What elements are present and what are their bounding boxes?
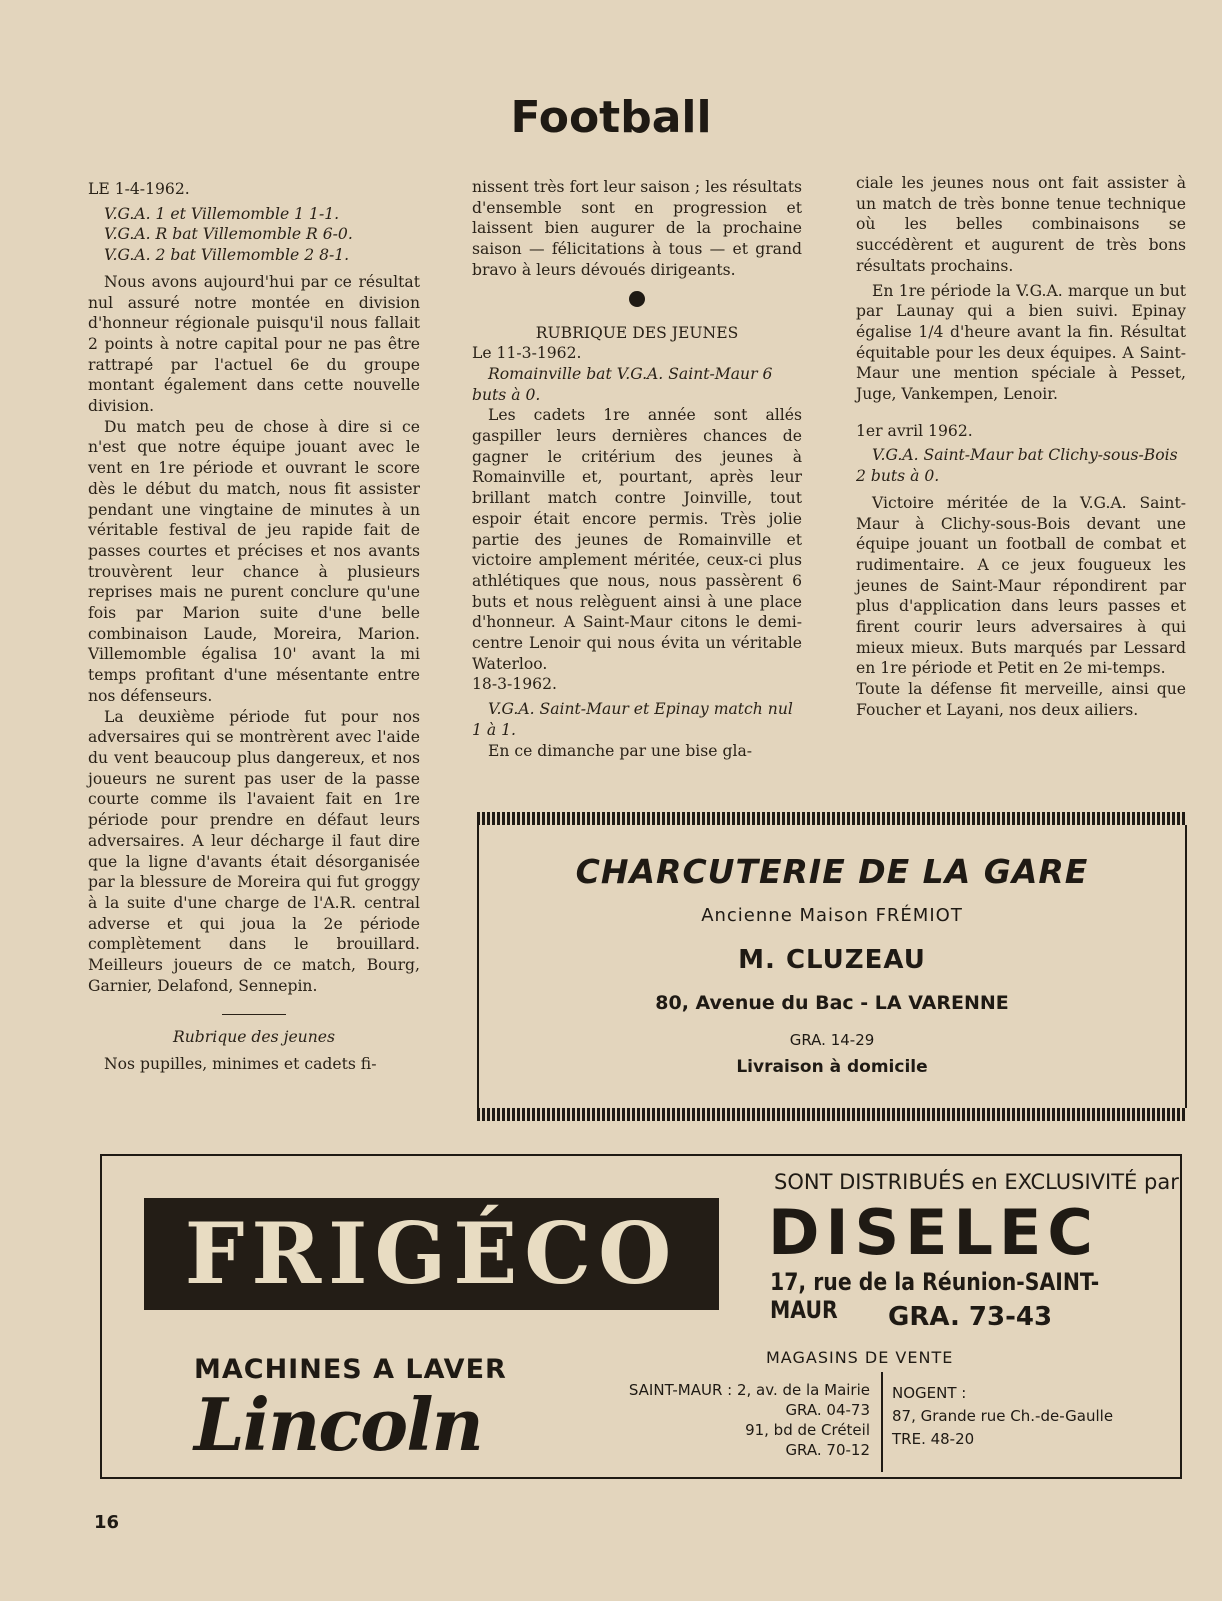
former-owner: Ancienne Maison FRÉMIOT [701,905,963,926]
result-line: V.G.A. Saint-Maur et Epinay match nul 1 à 1. [472,700,793,739]
article-paragraph: En 1re période la V.G.A. marque un but par Launay qui a bien suivi. Epinay égalise 1/4 d'heure avant la fin. Résultat équitable pour les deux équipes. A Saint-Maur une mention spéciale à Pesset, Juge, Vankempen, Lenoir. [856,281,1186,404]
saint-maur-stores [570,1380,870,1460]
article-paragraph: Nos pupilles, minimes et cadets fi- [104,1055,377,1074]
column-1 [88,179,420,1075]
ad-border-strip [477,1108,1187,1121]
article-paragraph: Les cadets 1re année sont allés gaspiller leurs dernières chances de gagner le critérium des jeunes à Romainville et, pourtant, après leur brillant match contre Joinville, tout espoir était encore permis. Très jolie partie des jeunes de Romainville et victoire amplement méritée, ceux-ci plus athlétiques que nous, nous passèrent 6 buts et nous relèguent ainsi à une place d'honneur. A Saint-Maur citons le demi-centre Lenoir qui nous évita un véritable Waterloo. [472,406,802,673]
result-line: V.G.A. Saint-Maur bat Clichy-sous-Bois 2 buts à 0. [856,446,1178,486]
frigeco-logo [144,1198,719,1310]
result-line: V.G.A. 2 bat Villemomble 2 8-1. [104,246,350,265]
vertical-divider [881,1372,883,1472]
divider [222,1014,286,1015]
match-date: 1er avril 1962. [856,421,973,440]
page-number: 16 [94,1512,120,1533]
article-paragraph: Nous avons aujourd'hui par ce résultat nul assuré notre montée en division d'honneur régionale puisqu'il nous fallait 2 points à notre capital pour ne pas être rattrapé par l'actuel 6e du groupe montant également dans cette nouvelle division. [88,272,420,416]
section-heading: RUBRIQUE DES JEUNES [535,323,739,342]
store-line: SAINT-MAUR : 2, av. de la Mairie [628,1381,870,1399]
article-paragraph: ciale les jeunes nous ont fait assister à un match de très bonne tenue technique où les belles combinaisons se succédèrent et augurent de très bons résultats prochains. [856,174,1186,275]
store-line: 87, Grande rue Ch.-de-Gaulle [892,1407,1114,1425]
lincoln-logo: Lincoln [194,1382,482,1467]
store-line: NOGENT : [892,1384,967,1402]
match-date: LE 1-4-1962. [88,180,190,198]
distributor-phone: GRA. 73-43 [888,1302,1053,1332]
match-date: Le 11-3-1962. [472,344,582,363]
ad-border-strip [477,812,1187,825]
result-line: Romainville bat V.G.A. Saint-Maur 6 buts à 0. [472,364,773,404]
result-line: V.G.A. 1 et Villemomble 1 1-1. [104,204,340,223]
frigeco-brand: FRIGÉCO [184,1204,679,1303]
article-paragraph: En ce dimanche par une bise gla- [488,741,753,760]
store-line: GRA. 04-73 [785,1401,870,1419]
match-date: 18-3-1962. [472,675,557,694]
stores-heading: MAGASINS DE VENTE [766,1348,954,1367]
distributor-address: 17, rue de la Réunion-SAINT-MAUR [770,1268,1100,1324]
machines-label: MACHINES A LAVER [194,1354,507,1385]
distributor-name: DISELEC [768,1196,1099,1269]
distribution-note: SONT DISTRIBUÉS en EXCLUSIVITÉ par [774,1170,1179,1194]
column-2 [472,177,802,761]
article-paragraph: Victoire méritée de la V.G.A. Saint-Maur à Clichy-sous-Bois devant une équipe jouant un football de combat et rudimentaire. A ce jeux fougueux les jeunes de Saint-Maur répondirent par plus d'application dans leurs passes et firent courir leurs adversaires à qui mieux mieux. Buts marqués par Lessard en 1re période et Petit en 2e mi-temps. [856,493,1186,678]
column-3 [856,173,1186,721]
nogent-store [892,1382,1113,1451]
article-paragraph: Toute la défense fit merveille, ainsi que Foucher et Layani, nos deux ailiers. [856,680,1186,719]
shop-address: 80, Avenue du Bac - LA VARENNE [655,992,1009,1014]
bullet-divider [629,291,645,307]
shop-phone: GRA. 14-29 [789,1031,875,1049]
charcuterie-ad [477,812,1187,1112]
store-line: 91, bd de Créteil [745,1421,870,1439]
section-subhead: Rubrique des jeunes [173,1028,335,1047]
shop-name: CHARCUTERIE DE LA GARE [575,852,1089,891]
article-paragraph: Du match peu de chose à dire si ce n'est que notre équipe jouant avec le vent en 1re période et ouvrant le score dès le début du match, nous fit assister pendant une vingtaine de minutes à un véritable festival de jeu rapide fait de passes courtes et précises et nos avants trouvèrent leur chance à plusieurs reprises mais ne purent conclure qu'une fois par Marion suite d'une belle combinaison Laude, Moreira, Marion. Villemomble égalisa 10' avant la mi temps profitant d'une mésentante entre nos défenseurs. [88,417,420,705]
article-paragraph: nissent très fort leur saison ; les résultats d'ensemble sont en progression et laissent bien augurer de la prochaine saison — félicitations à tous — et grand bravo à leurs dévoués dirigeants. [472,178,802,279]
result-line: V.G.A. R bat Villemomble R 6-0. [104,225,353,244]
article-paragraph: La deuxième période fut pour nos adversaires qui se montrèrent avec l'aide du vent beaucoup plus dangereux, et nos joueurs ne surent pas user de la passe courte comme ils l'avaient fait en 1re période pour prendre en défaut leurs adversaires. A leur décharge il faut dire que la ligne d'avants était désorganisée par la blessure de Moreira qui fut groggy à la suite d'une charge de l'A.R. central adverse et qui joua la 2e période complètement dans le brouillard. Meilleurs joueurs de ce match, Bourg, Garnier, Delafond, Sennepin. [88,707,420,995]
frigeco-ad [100,1154,1182,1479]
owner-name: M. CLUZEAU [738,945,926,975]
store-line: GRA. 70-12 [785,1441,870,1459]
page-title: Football [510,92,712,143]
delivery-note: Livraison à domicile [736,1057,928,1077]
store-line: TRE. 48-20 [892,1430,975,1448]
